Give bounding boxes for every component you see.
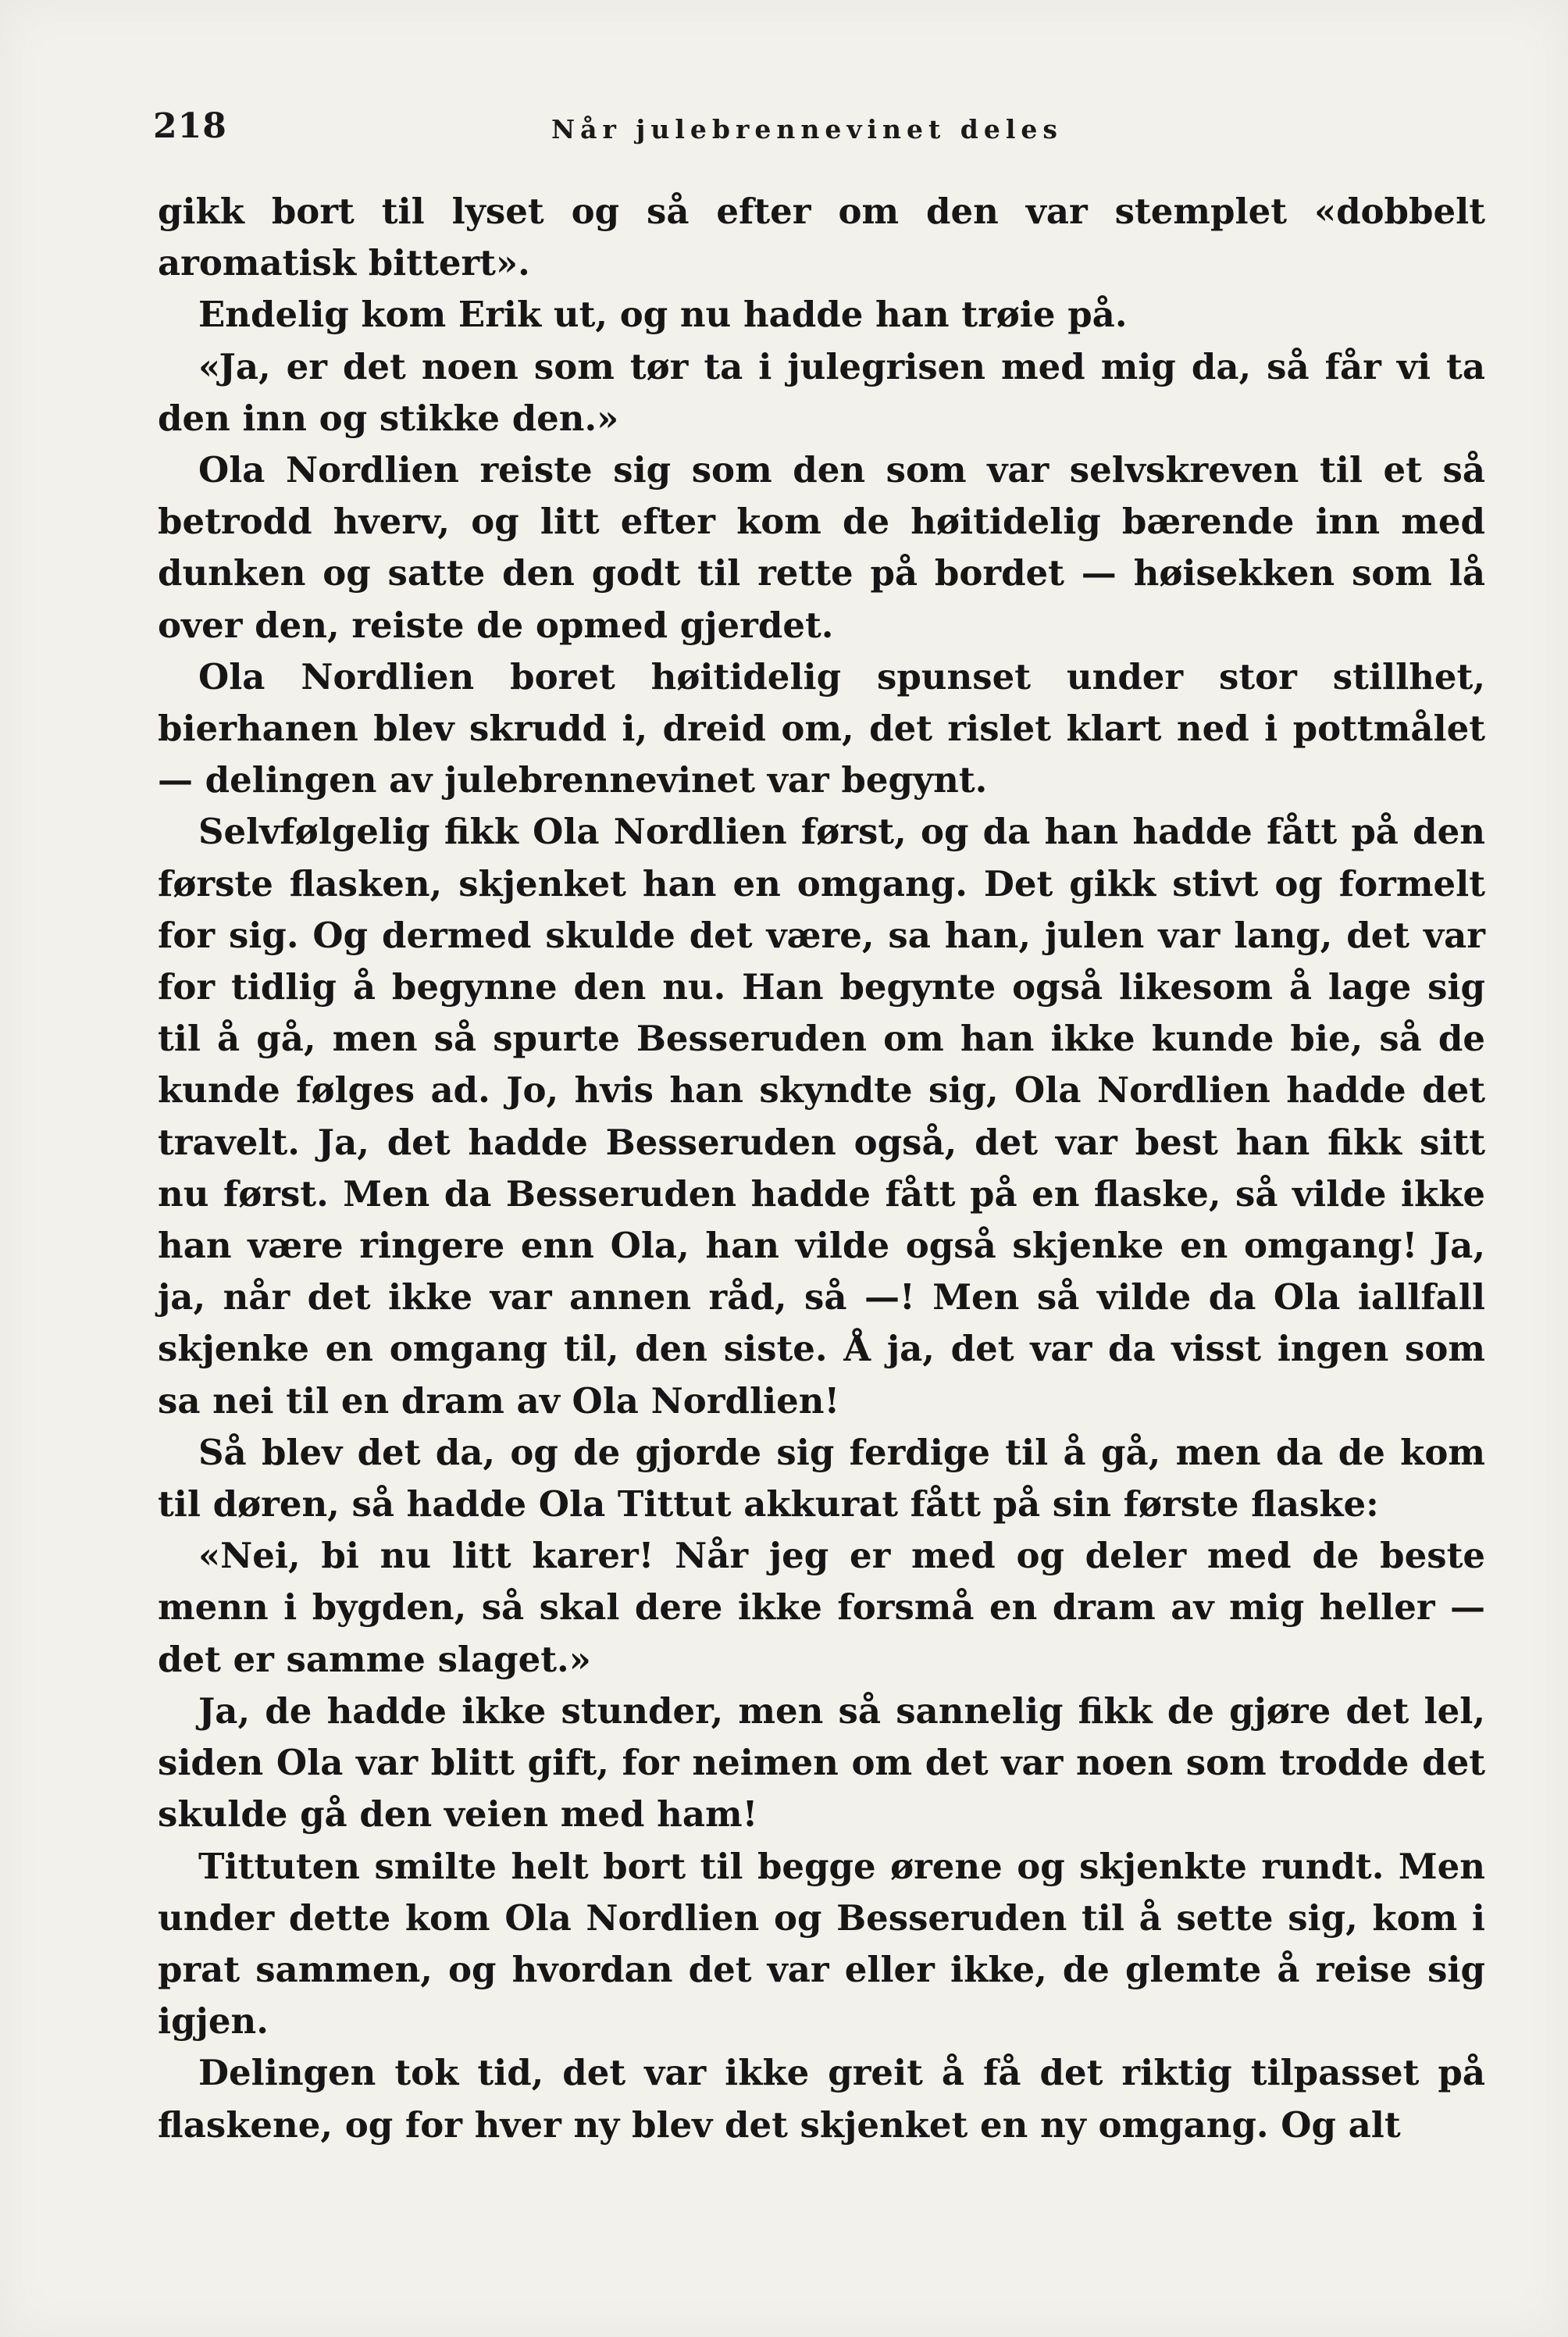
paragraph: Selvfølgelig fikk Ola Nordlien først, og da han hadde fått på den første flasken, skjenket han en omgang. Det gikk stivt og formelt for sig. Og dermed skulde det være, sa han, julen var lang, det var for tidlig å begynne den nu. Han begynte også likesom å lage sig til å gå, men så spurte Besseruden om han ikke kunde bie, så de kunde følges ad. Jo, hvis han skyndte sig, Ola Nordlien hadde det travelt. Ja, det hadde Besseruden også, det var best han fikk sitt nu først. Men da Besseruden hadde fått på en flaske, så vilde ikke han være ringere enn Ola, han vilde også skjenke en omgang! Ja, ja, når det ikke var annen råd, så —! Men så vilde da Ola iallfall skjenke en omgang til, den siste. Å ja, det var da visst ingen som sa nei til en dram av Ola Nordlien! [158, 811, 1485, 1422]
paragraph: Tittuten smilte helt bort til begge ørene og skjenkte rundt. Men under dette kom Ola Nordlien og Besseruden til å sette sig, kom i prat sammen, og hvordan det var eller ikke, de glemte å reise sig igjen. [158, 1845, 1485, 2043]
paragraph: gikk bort til lyset og så efter om den var stemplet «dobbelt aromatisk bittert». [158, 191, 1485, 284]
paragraph: Endelig kom Erik ut, og nu hadde han trøie på. [198, 294, 1128, 336]
paragraph: Delingen tok tid, det var ikke greit å få det riktig tilpasset på flaskene, og for hver ny blev det skjenket en ny omgang. Og alt [158, 2052, 1485, 2146]
running-head [153, 100, 1499, 162]
paragraph: Ola Nordlien boret høitidelig spunset under stor stillhet, bierhanen blev skrudd i, dreid om, det rislet klart ned i pottmålet — delingen av julebrennevinet var begynt. [158, 655, 1485, 801]
paragraph: «Nei, bi nu litt karer! Når jeg er med og deler med de beste menn i bygden, så skal dere ikke forsmå en dram av mig heller — det er samme slaget.» [158, 1535, 1485, 1680]
paragraph: Ola Nordlien reiste sig som den som var selvskreven til et så betrodd hverv, og litt efter kom de høitidelig bærende inn med dunken og satte den godt til rette på bordet — høisekken som lå over den, reiste de opmed gjerdet. [158, 449, 1485, 646]
paragraph: Så blev det da, og de gjorde sig ferdige til å gå, men da de kom til døren, så hadde Ola Tittut akkurat fått på sin første flaske: [158, 1431, 1485, 1525]
paragraph: «Ja, er det noen som tør ta i julegrisen med mig da, så får vi ta den inn og stikke den.» [158, 345, 1485, 439]
page-number: 218 [153, 106, 227, 146]
running-title: Når julebrennevinet deles [551, 114, 1063, 145]
paragraph: Ja, de hadde ikke stunder, men så sannelig fikk de gjøre det lel, siden Ola var blitt gift, for neimen om det var noen som trodde det skulde gå den veien med ham! [158, 1689, 1485, 1836]
body-text [158, 186, 1485, 2151]
